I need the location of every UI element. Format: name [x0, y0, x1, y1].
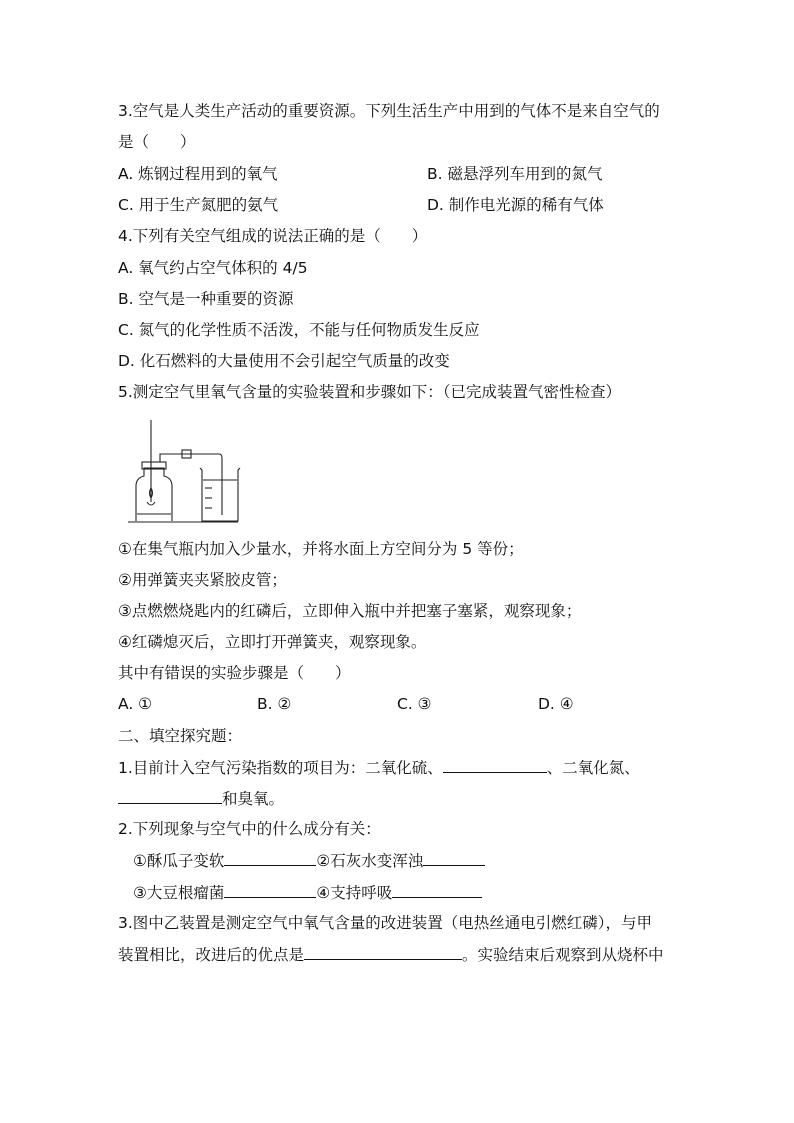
- fill2-item2: ②石灰水变浑浊: [316, 852, 424, 870]
- fill1-text-a: 1.目前计入空气污染指数的项目为：二氧化硫、: [118, 759, 443, 777]
- fill1-text-b: 、二氧化氮、: [546, 759, 640, 777]
- fill1-line2: [118, 788, 284, 809]
- q3-option-c: C. 用于生产氮肥的氨气: [118, 196, 279, 214]
- q4-option-c: C. 氮气的化学性质不活泼，不能与任何物质发生反应: [118, 321, 480, 339]
- q3-option-d: D. 制作电光源的稀有气体: [427, 196, 604, 214]
- q5-step-4: ④红磷熄灭后，立即打开弹簧夹，观察现象。: [118, 633, 427, 651]
- q4-option-d: D. 化石燃料的大量使用不会引起空气质量的改变: [118, 352, 450, 370]
- fill3-blank-1[interactable]: [304, 944, 462, 960]
- fill1-blank-2[interactable]: [118, 788, 222, 804]
- q4-option-a: A. 氧气约占空气体积的 4/5: [118, 259, 308, 277]
- experiment-apparatus-figure: [126, 418, 244, 528]
- fill2-blank-3[interactable]: [224, 882, 316, 898]
- fill2-blank-2[interactable]: [423, 850, 485, 866]
- q5-step-2: ②用弹簧夹夹紧胶皮管；: [118, 571, 287, 589]
- section2-title: 二、填空探究题：: [118, 727, 243, 745]
- fill2-row2: [133, 882, 482, 903]
- q5-step-3: ③点燃燃烧匙内的红磷后，立即伸入瓶中并把塞子塞紧，观察现象；: [118, 602, 582, 620]
- gas-bottle: [136, 468, 172, 521]
- fill2-item1: ①酥瓜子变软: [133, 852, 225, 870]
- q5-option-d: D. ④: [538, 695, 574, 713]
- fill2-row1: [133, 850, 485, 871]
- q5-option-c: C. ③: [397, 695, 432, 713]
- fill3-text-b: 。实验结束后观察到从烧杯中: [462, 946, 664, 964]
- fill1-text-c: 和臭氧。: [222, 790, 285, 808]
- q4-stem: 4.下列有关空气组成的说法正确的是（ ）: [118, 227, 428, 245]
- q5-stem: 5.测定空气里氧气含量的实验装置和步骤如下：（已完成装置气密性检查）: [118, 383, 622, 401]
- fill3-text-a: 装置相比，改进后的优点是: [118, 946, 305, 964]
- fill2-item3: ③大豆根瘤菌: [133, 884, 225, 902]
- fill3-line1: 3.图中乙装置是测定空气中氧气含量的改进装置（电热丝通电引燃红磷），与甲: [118, 914, 653, 932]
- q3-option-b: B. 磁悬浮列车用到的氮气: [427, 165, 603, 183]
- fill1-line1: [118, 757, 640, 778]
- q5-option-b: B. ②: [257, 695, 292, 713]
- q3-stem-line2: 是（ ）: [118, 133, 196, 151]
- fill3-line2: [118, 944, 664, 965]
- fill2-stem: 2.下列现象与空气中的什么成分有关：: [118, 820, 381, 838]
- fill2-item4: ④支持呼吸: [316, 884, 393, 902]
- q5-option-a: A. ①: [118, 695, 153, 713]
- fill1-blank-1[interactable]: [443, 757, 547, 773]
- q3-stem-line1: 3.空气是人类生产活动的重要资源。下列生活生产中用到的气体不是来自空气的: [118, 102, 660, 120]
- beaker: [200, 468, 240, 521]
- q5-question: 其中有错误的实验步骤是（ ）: [118, 664, 351, 682]
- fill2-blank-1[interactable]: [224, 850, 316, 866]
- connecting-tube: [160, 454, 222, 515]
- fill2-blank-4[interactable]: [392, 882, 482, 898]
- q5-step-1: ①在集气瓶内加入少量水，并将水面上方空间分为 5 等份；: [118, 540, 524, 558]
- q3-option-a: A. 炼钢过程用到的氧气: [118, 165, 278, 183]
- q4-option-b: B. 空气是一种重要的资源: [118, 290, 294, 308]
- combustion-spoon: [147, 502, 155, 505]
